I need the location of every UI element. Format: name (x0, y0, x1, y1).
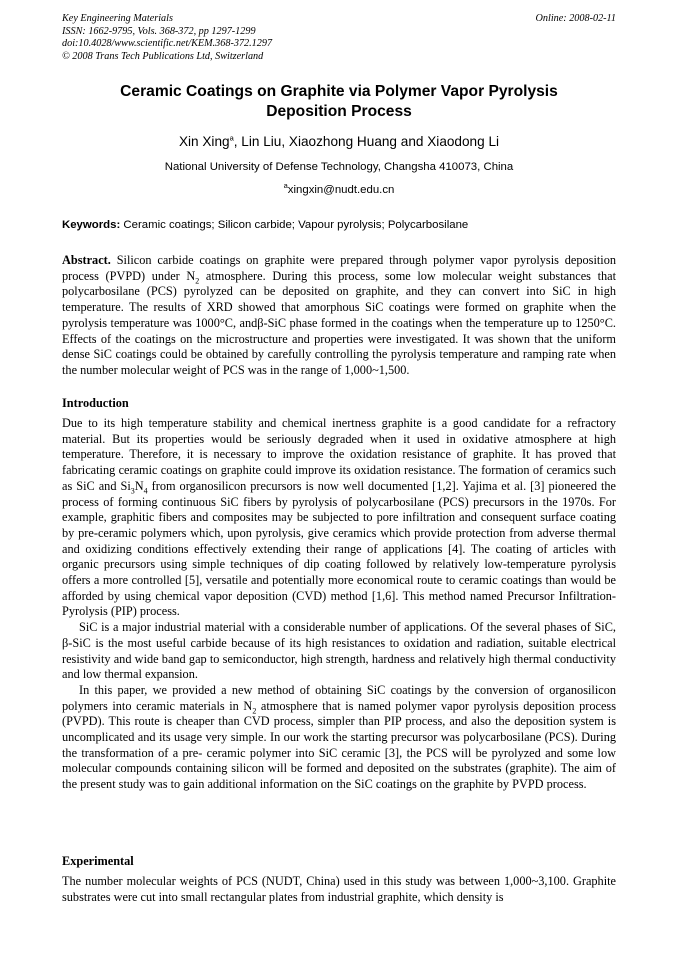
affiliation: National University of Defense Technology, Changsha 410073, China (164, 161, 514, 173)
title-line-1: Ceramic Coatings on Graphite via Polymer Vapor Pyrolysis (120, 83, 558, 100)
author-first: Xin Xing (178, 134, 230, 149)
copyright-line: © 2008 Trans Tech Publications Ltd, Switzerland (62, 50, 264, 62)
intro-p3-b: atmosphere that is named polymer vapor pyrolysis deposition process (PVPD). This route is cheaper than CVD process, simpler than PIP process, and also the deposition system is uncomplicated and its usage very simple. In our work the starting precursor was polycarbosilane (PCS). During the transformation of a pre- ceramic polymer into SiC ceramic [3], the PCS will be pyrolyzed and some low molecular compounds containing silicon will be formed and deposited on the substrates (graphite). The aim of the present study was to gain additional information on the SiC coatings on the graphite by PVPD process. (62, 698, 616, 792)
abstract-text-1: Silicon carbide coatings on graphite were prepared through polymer vapor pyrolysis deposition process (PVPD) under N (62, 253, 616, 283)
intro-paragraph-3 (62, 683, 616, 793)
email-address: xingxin@nudt.edu.cn (287, 184, 395, 196)
keywords-label: Keywords: (62, 219, 121, 231)
keywords-text: Ceramic coatings; Silicon carbide; Vapour pyrolysis; Polycarbosilane (123, 219, 469, 231)
author-email (62, 183, 616, 198)
title-line-2: Deposition Process (266, 103, 412, 120)
journal-name: Key Engineering Materials (62, 13, 173, 24)
abstract-sub: 2 (195, 276, 200, 286)
keywords (62, 218, 616, 233)
email-sup: a (283, 181, 288, 191)
experimental-paragraph-1: The number molecular weights of PCS (NUDT, China) used in this study was between 1,000~3,100. Graphite substrates were cut into small rectangular plates from industrial graphite, which density is (62, 874, 616, 904)
intro-p1-sub1: 3 (130, 486, 135, 496)
issn-line: ISSN: 1662-9795, Vols. 368-372, pp 1297-1299 (62, 25, 256, 37)
doi-line: doi:10.4028/www.scientific.net/KEM.368-372.1297 (62, 38, 273, 50)
abstract-label: Abstract. (62, 253, 111, 267)
intro-paragraph-1 (62, 416, 616, 620)
intro-p1-a: Due to its high temperature stability and chemical inertness graphite is a good candidate for a refractory material. But its properties would be seriously degraded when it used in oxidative atmosphere at high temperature. Therefore, it is necessary to improve the oxidation resistance of graphite. It has proved that fabricating ceramic coatings on graphite could improve its oxidation resistance. The formation of ceramics such as SiC and Si (62, 416, 616, 493)
introduction-heading: Introduction (62, 396, 129, 410)
intro-p3-a: In this paper, we provided a new method of obtaining SiC coatings by the conversion of organosilicon polymers into ceramic materials in N (62, 682, 616, 713)
online-date: Online: 2008-02-11 (535, 13, 616, 24)
paper-title (62, 82, 616, 122)
experimental-heading: Experimental (62, 854, 134, 868)
intro-p1-b: N (134, 478, 144, 493)
author-list (62, 133, 616, 151)
abstract-text-2: atmosphere. During this process, some low molecular weight substances that polycarbosilane (PCS) pyrolyzed can be deposited on graphite, and they can convert into SiC in high temperature. The results of XRD showed that amorphous SiC coatings were formed on graphite when the pyrolysis temperature was 1000°C, andβ-SiC phase formed in the coatings when the temperature up to 1250°C. Effects of the coatings on the microstructure and properties were investigated. It was shown that the uniform dense SiC coatings could be obtained by carefully controlling the pyrolysis temperature and ramping rate when the number molecular weight of PCS was in the range of 1,000~1,500. (62, 268, 617, 377)
author-first-sup: a (229, 133, 234, 143)
intro-paragraph-2: SiC is a major industrial material with a considerable number of applications. Of the several phases of SiC, β-SiC is the most useful carbide because of its high resistances to oxidation and radiation, suitable electrical resistivity and wide band gap to semiconductor, high strength, hardness and relatively high thermal conductivity and low thermal expansion. (62, 620, 616, 682)
intro-p1-c: from organosilicon precursors is now well documented [1,2]. Yajima et al. [3] pioneered the process of forming continuous SiC fibers by pyrolysis of polycarbosilane (PCS) precursors in the 1970s. For example, graphitic fibers and composites may be subjected to pore infiltration and consequent surface coating by pre-ceramic polymers which, upon pyrolysis, give ceramics which provide protection from adverse thermal and oxidizing conditions effectively extending their range of applications [4]. The coating of articles with organic precursors using simple techniques of dip coating followed by relatively low-temperature pyrolysis offers a more controlled [5], versatile and potentially more economical route to ceramic coatings than would be afforded by using chemical vapor deposition (CVD) method [1,6]. This method named Precursor Infiltration-Pyrolysis (PIP) process. (62, 478, 616, 619)
author-rest: , Lin Liu, Xiaozhong Huang and Xiaodong Li (233, 134, 500, 149)
intro-p3-sub: 2 (252, 706, 257, 716)
journal-header (62, 13, 616, 63)
abstract (62, 253, 616, 379)
intro-p1-sub2: 4 (143, 486, 148, 496)
introduction-body (62, 416, 616, 793)
